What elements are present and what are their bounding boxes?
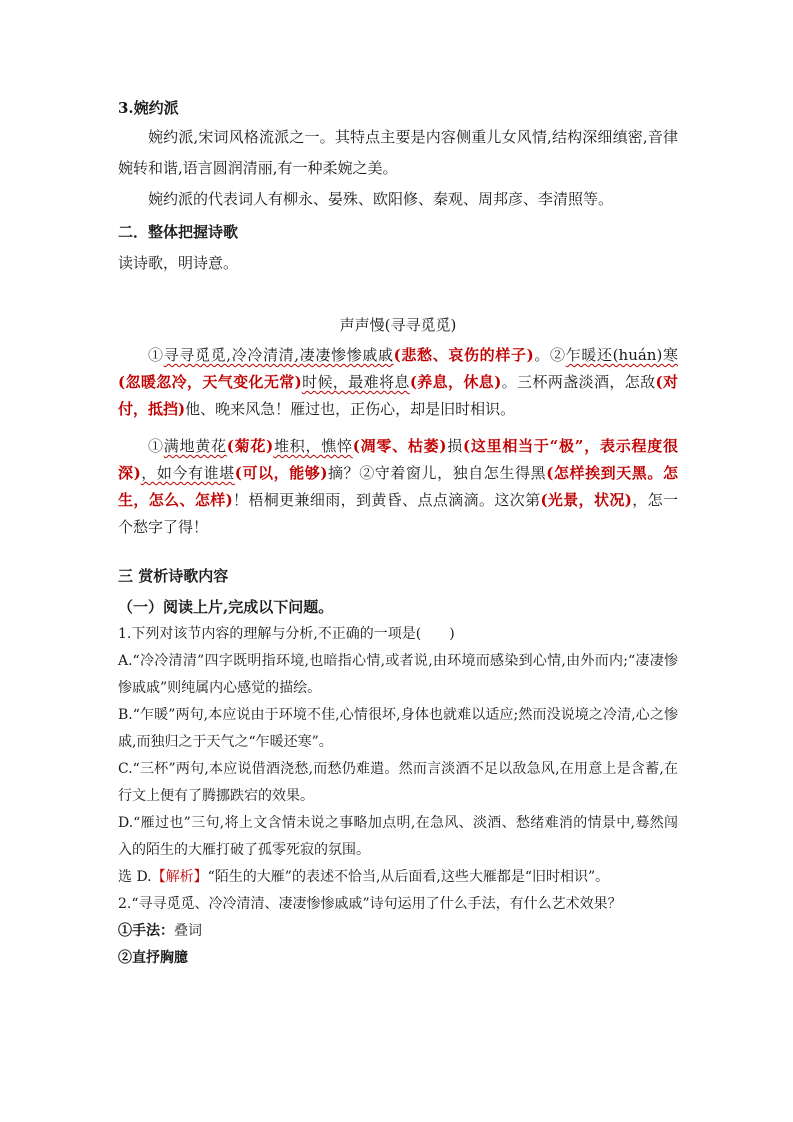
section-heading-wanyue: 3.婉约派 xyxy=(118,99,179,117)
question-block xyxy=(118,621,678,972)
annotation: (可以，能够) xyxy=(234,464,328,482)
annotation: (对付，抵挡) xyxy=(118,373,678,418)
option-d: D.“雁过也”三句,将上文含情未说之事略加点明,在急风、淡酒、愁绪难消的情景中,蓦然闯入的陌生的大雁打破了孤零死寂的氛围。 xyxy=(118,815,678,858)
option-b: B.“乍暖”两句,本应说由于环境不佳,心情很坏,身体也就难以适应;然而没说境之冷清,心之惨戚,而独归之于天气之“乍暖还寒”。 xyxy=(118,707,678,750)
annotation: (光景，状况) xyxy=(540,491,632,509)
paragraph: 婉约派的代表词人有柳永、晏殊、欧阳修、秦观、周邦彦、李清照等。 xyxy=(148,190,614,208)
circled-number: ① xyxy=(148,437,164,455)
poem-stanza-2 xyxy=(118,433,678,541)
poem-stanza-1 xyxy=(118,342,678,423)
paragraph: 婉约派,宋词风格流派之一。其特点主要是内容侧重儿女风情,结构深细缜密,音律婉转和谐,语言圆润清丽,有一种柔婉之美。 xyxy=(118,128,678,177)
poem-text: 摘？②守着窗儿，独自怎生得黑 xyxy=(327,464,547,482)
poem-text: 他、晚来风急！雁过也，正伤心，却是旧时相识。 xyxy=(185,400,516,418)
technique-value: 叠词 xyxy=(174,923,202,939)
annotation: (悲愁、哀伤的样子) xyxy=(393,346,534,364)
poem-text: 时候，最难将息 xyxy=(301,373,410,391)
annotation: (养息，休息) xyxy=(409,373,502,391)
analysis-text: “陌生的大雁”的表述不恰当,从后面看,这些大雁都是“旧时相识”。 xyxy=(207,869,610,885)
circled-number: ① xyxy=(148,346,164,364)
annotation: (菊花) xyxy=(226,437,274,455)
poem-text: 满地黄花 xyxy=(163,437,227,455)
part3-subtitle: （一）阅读上片,完成以下问题。 xyxy=(118,598,334,616)
poem-text: 堆积，憔悴 xyxy=(273,437,353,455)
answer-technique xyxy=(118,918,678,945)
question-1: 1.下列对该节内容的理解与分析,不正确的一项是( ) xyxy=(118,626,455,642)
poem-text: ，如今有谁堪 xyxy=(140,464,235,482)
question-2: 2.“寻寻觅觅、冷冷清清、凄凄惨惨戚戚”诗句运用了什么手法，有什么艺术效果？ xyxy=(118,896,622,912)
annotation: (这里相当于“极”，表示程度很深) xyxy=(118,437,678,482)
poem-text: 。② xyxy=(533,346,566,364)
answer-direct-expression: ②直抒胸臆 xyxy=(118,950,188,966)
answer-choice: 选 D. xyxy=(118,869,152,885)
poem-text: ，怎一个愁字了得！ xyxy=(118,491,678,536)
annotation: (忽暖忽冷，天气变化无常) xyxy=(118,373,302,391)
poem-text: 乍暖还(huán)寒 xyxy=(565,346,678,364)
annotation: (凋零、枯萎) xyxy=(352,437,447,455)
poem-text: 损 xyxy=(446,437,464,455)
stanza-text xyxy=(118,433,678,541)
section-heading-part3: 三 赏析诗歌内容 xyxy=(118,567,229,585)
poem-text: 。三杯两盏淡酒，怎敌 xyxy=(501,373,656,391)
poem-text: ！梧桐更兼细雨，到黄昏、点点滴滴。这次第 xyxy=(232,491,541,509)
stanza-text xyxy=(118,342,678,423)
option-c: C.“三杯”两句,本应说借酒浇愁,而愁仍难遣。然而言淡酒不足以敌急风,在用意上是含蓄,在行文上便有了腾挪跌宕的效果。 xyxy=(118,761,678,804)
poem-text: 寻寻觅觅,冷冷清清,凄凄惨惨戚戚 xyxy=(163,346,394,364)
option-a: A.“冷冷清清”四字既明指环境,也暗指心情,或者说,由环境而感染到心情,由外而内;“凄凄惨惨戚戚”则纯属内心感觉的描绘。 xyxy=(118,653,678,696)
technique-label: ①手法： xyxy=(118,923,174,939)
annotation: (怎样挨到天黑。怎生，怎么、怎样) xyxy=(118,464,678,509)
section-heading-part2: 二．整体把握诗歌 xyxy=(118,223,239,241)
part2-subtitle: 读诗歌，明诗意。 xyxy=(118,254,239,272)
poem-title: 声声慢(寻寻觅觅) xyxy=(339,316,457,334)
answer xyxy=(118,864,678,891)
analysis-tag: 【解析】 xyxy=(151,869,208,885)
wanyue-description xyxy=(118,122,678,215)
